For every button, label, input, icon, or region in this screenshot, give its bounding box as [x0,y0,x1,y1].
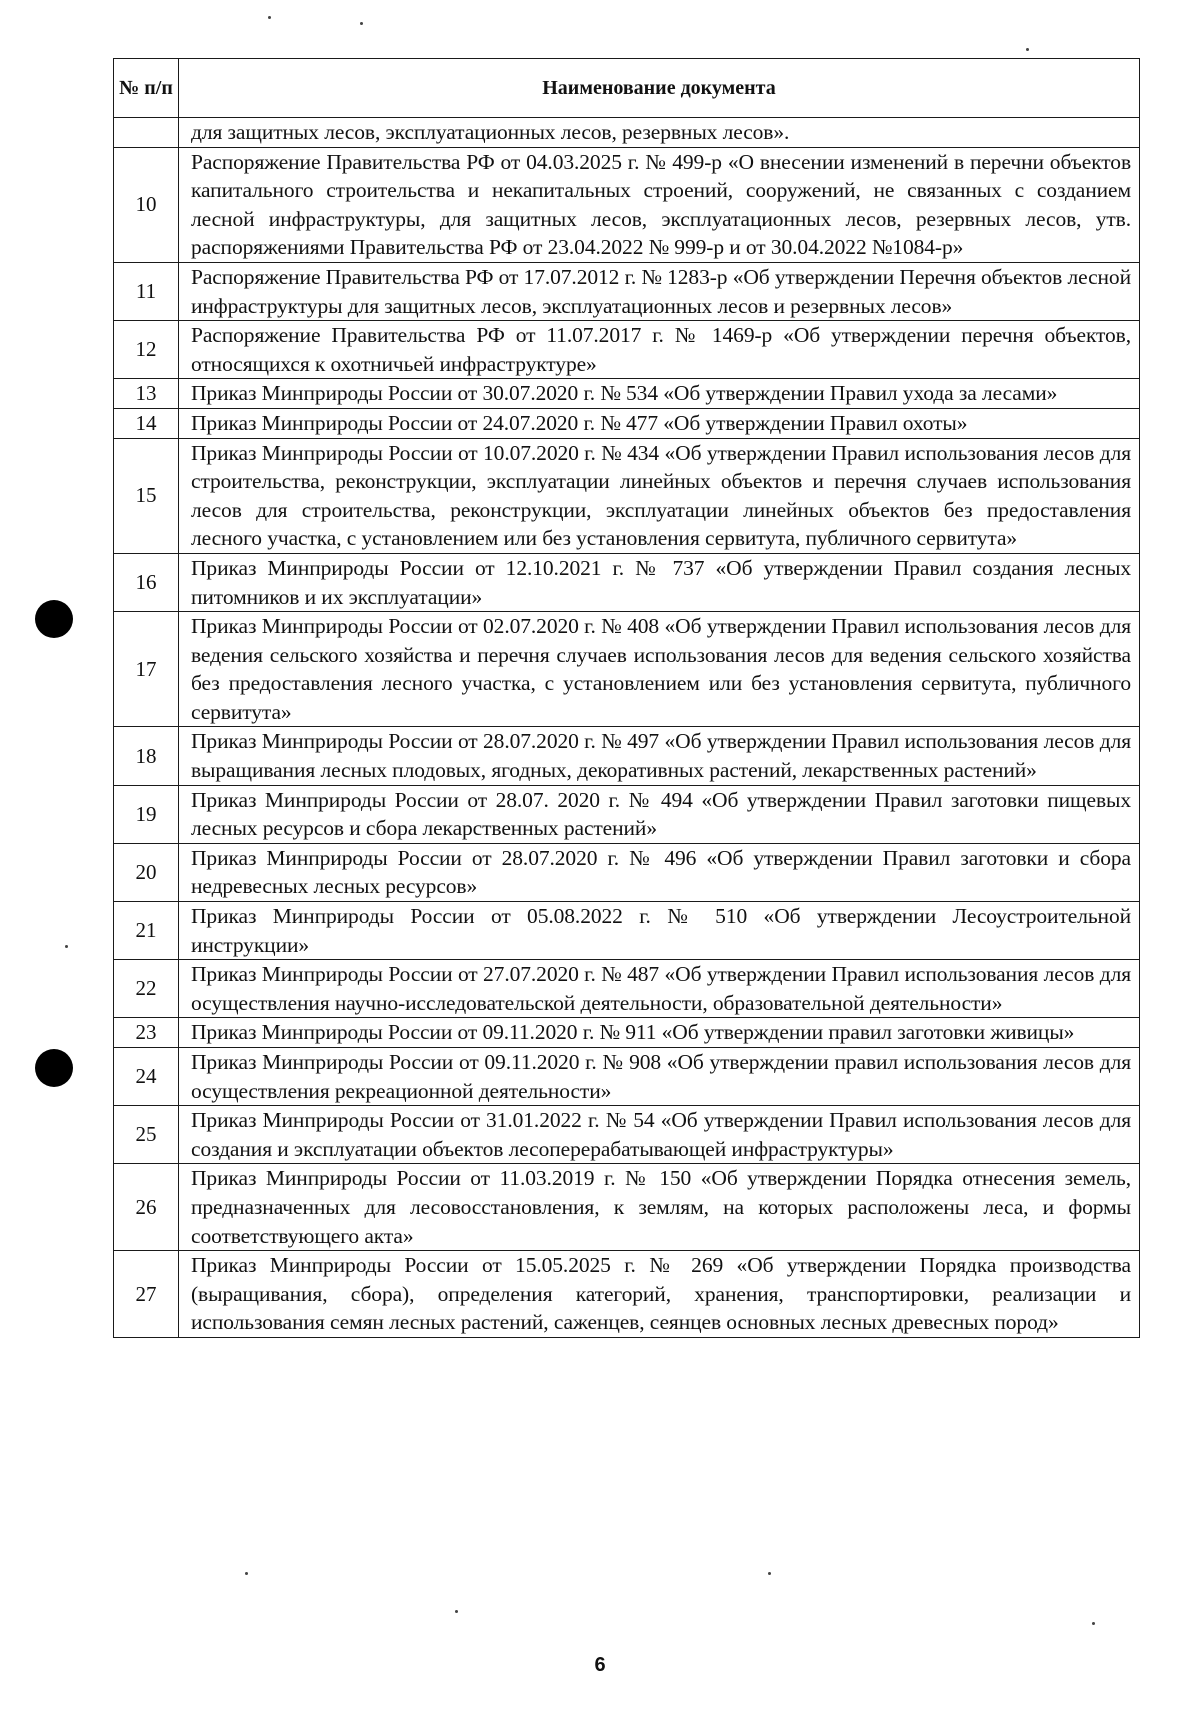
scan-speck [1092,1622,1095,1625]
table-row [114,147,1140,262]
row-number: 10 [114,147,179,262]
document-title: Распоряжение Правительства РФ от 04.03.2025 г. № 499-р «О внесении изменений в перечни объектов капитального строительства и некапитальных строений, сооружений, не связанных с созданием лесной инфраструктуры, для защитных лесов, эксплуатационных лесов, резервных лесов, утв. распоряжениями Правительства РФ от 23.04.2022 № 999-р и от 30.04.2022 №1084-р» [179,147,1140,262]
documents-table [113,58,1140,1338]
document-title: Приказ Минприроды России от 24.07.2020 г. № 477 «Об утверждении Правил охоты» [179,408,1140,438]
table-row [114,118,1140,148]
table-row [114,902,1140,960]
row-number [114,118,179,148]
row-number: 26 [114,1164,179,1251]
row-number: 27 [114,1251,179,1338]
document-title: Приказ Минприроды России от 27.07.2020 г. № 487 «Об утверждении Правил использования лесов для осуществления научно-исследовательской деятельности, образовательной деятельности» [179,960,1140,1018]
header-number: № п/п [114,59,179,118]
document-title: Приказ Минприроды России от 12.10.2021 г. № 737 «Об утверждении Правил создания лесных питомников и их эксплуатации» [179,553,1140,611]
document-title: для защитных лесов, эксплуатационных лесов, резервных лесов». [179,118,1140,148]
row-number: 16 [114,553,179,611]
document-title: Приказ Минприроды России от 10.07.2020 г. № 434 «Об утверждении Правил использования лесов для строительства, реконструкции, эксплуатации линейных объектов и перечня случаев использования лесов для строительства, реконструкции, эксплуатации линейных объектов без предоставления лесного участка, с установлением или без установления сервитута, публичного сервитута» [179,438,1140,553]
table-row [114,379,1140,409]
table-row [114,785,1140,843]
punch-hole [35,600,73,638]
document-title: Распоряжение Правительства РФ от 17.07.2012 г. № 1283-р «Об утверждении Перечня объектов лесной инфраструктуры для защитных лесов, эксплуатационных лесов и резервных лесов» [179,262,1140,320]
document-title: Приказ Минприроды России от 31.01.2022 г. № 54 «Об утверждении Правил использования лесов для создания и эксплуатации объектов лесоперерабатывающей инфраструктуры» [179,1106,1140,1164]
scan-speck [268,16,271,19]
row-number: 12 [114,321,179,379]
document-title: Приказ Минприроды России от 02.07.2020 г. № 408 «Об утверждении Правил использования лесов для ведения сельского хозяйства и перечня случаев использования лесов для ведения сельского хозяйства без предоставления лесного участка, с установлением или без установления сервитута, публичного сервитута» [179,612,1140,727]
table-row [114,612,1140,727]
table-row [114,960,1140,1018]
document-title: Приказ Минприроды России от 05.08.2022 г. № 510 «Об утверждении Лесоустроительной инструкции» [179,902,1140,960]
page-number: 6 [594,1654,606,1676]
row-number: 11 [114,262,179,320]
document-title: Приказ Минприроды России от 09.11.2020 г. № 908 «Об утверждении правил использования лесов для осуществления рекреационной деятельности» [179,1048,1140,1106]
document-title: Приказ Минприроды России от 09.11.2020 г. № 911 «Об утверждении правил заготовки живицы» [179,1018,1140,1048]
row-number: 18 [114,727,179,785]
document-title: Распоряжение Правительства РФ от 11.07.2017 г. № 1469-р «Об утверждении перечня объектов, относящихся к охотничьей инфраструктуре» [179,321,1140,379]
scan-speck [1026,48,1029,51]
document-title: Приказ Минприроды России от 30.07.2020 г. № 534 «Об утверждении Правил ухода за лесами» [179,379,1140,409]
table-body [114,118,1140,1338]
table-row [114,1018,1140,1048]
table-row [114,727,1140,785]
scan-speck [245,1572,248,1575]
scan-speck [65,945,68,948]
scan-speck [768,1572,771,1575]
row-number: 21 [114,902,179,960]
document-title: Приказ Минприроды России от 28.07.2020 г. № 496 «Об утверждении Правил заготовки и сбора недревесных лесных ресурсов» [179,843,1140,901]
table-row [114,553,1140,611]
table-row [114,1048,1140,1106]
row-number: 17 [114,612,179,727]
table-row [114,1106,1140,1164]
document-title: Приказ Минприроды России от 11.03.2019 г. № 150 «Об утверждении Порядка отнесения земель, предназначенных для лесовосстановления, к землям, на которых расположены леса, и формы соответствующего акта» [179,1164,1140,1251]
row-number: 20 [114,843,179,901]
document-title: Приказ Минприроды России от 28.07.2020 г. № 497 «Об утверждении Правил использования лесов для выращивания лесных плодовых, ягодных, декоративных растений, лекарственных растений» [179,727,1140,785]
table-row [114,408,1140,438]
table-row [114,843,1140,901]
scan-speck [360,22,363,25]
punch-hole [35,1049,73,1087]
row-number: 24 [114,1048,179,1106]
row-number: 22 [114,960,179,1018]
row-number: 19 [114,785,179,843]
document-title: Приказ Минприроды России от 28.07. 2020 г. № 494 «Об утверждении Правил заготовки пищевых лесных ресурсов и сбора лекарственных растений» [179,785,1140,843]
row-number: 25 [114,1106,179,1164]
table-row [114,1164,1140,1251]
table-row [114,438,1140,553]
document-title: Приказ Минприроды России от 15.05.2025 г. № 269 «Об утверждении Порядка производства (выращивания, сбора), определения категорий, хранения, транспортировки, реализации и использования семян лесных растений, саженцев, сеянцев основных лесных древесных пород» [179,1251,1140,1338]
row-number: 13 [114,379,179,409]
table-row [114,1251,1140,1338]
row-number: 23 [114,1018,179,1048]
table-row [114,321,1140,379]
row-number: 15 [114,438,179,553]
table-header-row [114,59,1140,118]
scan-speck [455,1610,458,1613]
table-row [114,262,1140,320]
header-document-name: Наименование документа [179,59,1140,118]
row-number: 14 [114,408,179,438]
